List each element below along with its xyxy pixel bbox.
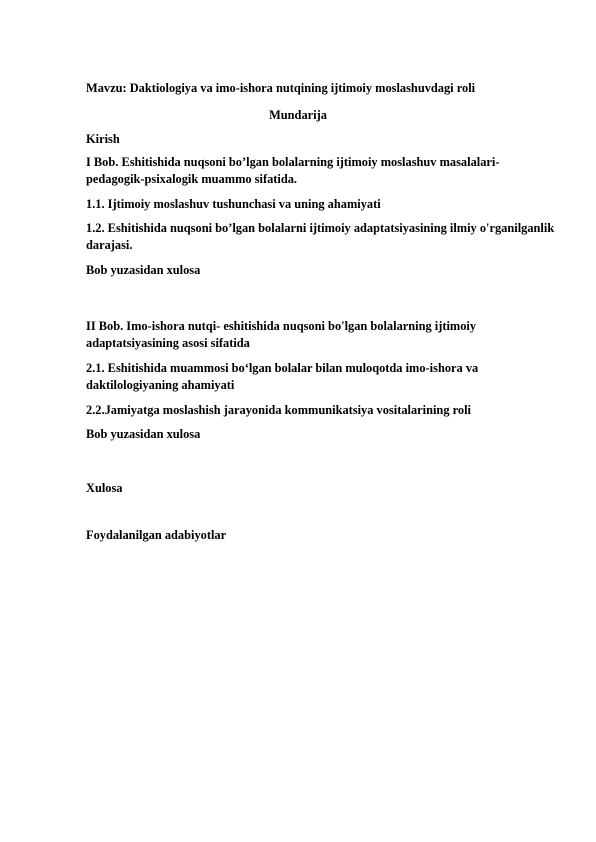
toc-item-1-2: 1.2. Eshitishida nuqsoni bo’lgan bolalarni ijtimoiy adaptatsiyasining ilmiy o'rganilganlik darajasi. — [86, 221, 555, 252]
toc-item-2-2: 2.2.Jamiyatga moslashish jarayonida kommunikatsiya vositalarining roli — [86, 403, 471, 417]
toc-item-chapter-1-conclusion: Bob yuzasidan xulosa — [86, 263, 201, 277]
toc-item-references: Foydalanilgan adabiyotlar — [86, 528, 227, 542]
toc-item-conclusion: Xulosa — [86, 481, 123, 495]
toc-item-chapter-1: I Bob. Eshitishida nuqsoni bo’lgan bolalarning ijtimoiy moslashuv masalalari-pedagogik-psixalogik muammo sifatida. — [86, 155, 500, 186]
toc-item-2-1: 2.1. Eshitishida muammosi bo‘lgan bolalar bilan muloqotda imo-ishora va daktilologiyaning ahamiyati — [86, 361, 479, 392]
contents-heading: Mundarija — [269, 108, 327, 122]
document-topic: Mavzu: Daktiologiya va imo-ishora nutqining ijtimoiy moslashuvdagi roli — [86, 81, 476, 95]
toc-item-chapter-2: II Bob. Imo-ishora nutqi- eshitishida nuqsoni bo'lgan bolalarning ijtimoiy adaptatsiyasining asosi sifatida — [86, 319, 477, 350]
toc-item-introduction: Kirish — [86, 132, 120, 146]
toc-item-chapter-2-conclusion: Bob yuzasidan xulosa — [86, 427, 201, 441]
toc-item-1-1: 1.1. Ijtimoiy moslashuv tushunchasi va uning ahamiyati — [86, 197, 381, 211]
